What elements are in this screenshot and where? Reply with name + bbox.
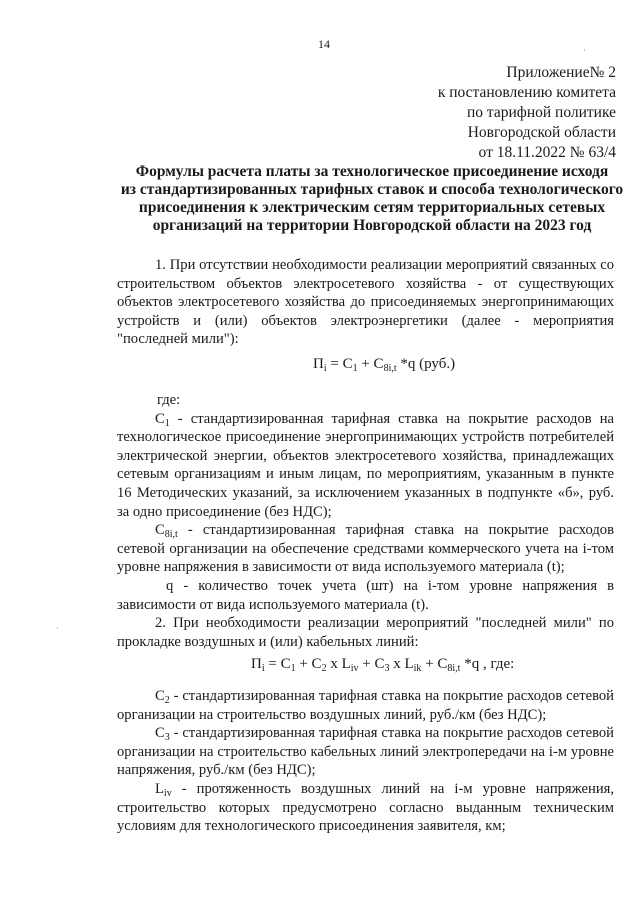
annex-line: Новгородской области — [467, 124, 616, 141]
definition-c2 — [117, 687, 614, 724]
formula-subscript: 3 — [384, 663, 390, 674]
formula-text: + С — [421, 656, 448, 672]
symbol-subscript: 3 — [164, 732, 170, 744]
symbol: С — [155, 410, 165, 427]
formula-subscript: 1 — [352, 363, 358, 374]
definition-q: q - количество точек учета (шт) на i-том уровне напряжения в зависимости от вида используемого материала (t). — [117, 577, 614, 613]
formula-subscript: 8i,t — [447, 663, 461, 674]
intro-paragraph: 1. При отсутствии необходимости реализации мероприятий связанных со строительством объектов электросетевого хозяйства - от существующих объектов электросетевого хозяйства до присоединяемых энергопринимающих устройств и (или) объектов электроэнергетики (далее - мероприятия "последней мили"): — [117, 257, 614, 348]
where-label: где: — [157, 392, 181, 408]
title-line: Формулы расчета платы за технологическое присоединение исходя — [135, 163, 609, 180]
formula-text: x L — [389, 656, 414, 672]
formula-1 — [313, 356, 455, 373]
definitions-2 — [117, 687, 614, 836]
annex-line: к постановлению комитета — [437, 84, 616, 101]
symbol: L — [155, 780, 164, 797]
symbol-subscript: 8i,t — [164, 529, 178, 541]
title-line: из стандартизированных тарифных ставок и способа технологического — [120, 181, 624, 198]
formula-subscript: iv — [350, 663, 359, 674]
scan-speck: · — [583, 45, 586, 55]
formula-subscript: 1 — [290, 663, 296, 674]
symbol-subscript: 2 — [164, 695, 170, 706]
definition-text: - стандартизированная тарифная ставка на покрытие расходов сетевой организации на строительство кабельных линий электропередачи на i-м уровне напряжения, руб./км (без НДС); — [117, 725, 614, 779]
section-1-intro — [117, 256, 614, 349]
formula-subscript: i — [261, 663, 265, 674]
page-number: 14 — [318, 37, 330, 51]
symbol: С — [155, 522, 165, 539]
formula-text: = С — [326, 356, 353, 372]
symbol-subscript: iv — [163, 787, 172, 799]
definition-text: - стандартизированная тарифная ставка на покрытие расходов сетевой организации на обеспечение средствами коммерческого учета на i-том уровне напряжения в зависимости от вида используемого материала (t); — [117, 522, 614, 576]
symbol-subscript: 1 — [164, 417, 170, 429]
section-2-paragraph: 2. При необходимости реализации мероприятий "последней мили" по прокладке воздушных и (или) кабельных линий: — [117, 615, 614, 650]
symbol: С — [155, 725, 165, 742]
definitions-1 — [117, 391, 614, 651]
definition-c3 — [117, 724, 614, 780]
formula-subscript: 2 — [321, 663, 327, 674]
title-line: организаций на территории Новгородской области на 2023 год — [152, 217, 592, 234]
definition-liv — [117, 780, 614, 836]
formula-text: + С — [358, 656, 385, 672]
formula-subscript: ik — [413, 663, 422, 674]
formula-text: П — [251, 656, 262, 672]
definition-c8 — [117, 521, 614, 577]
formula-text: + С — [357, 356, 384, 372]
formula-text: *q , где: — [460, 656, 515, 672]
definition-text: - стандартизированная тарифная ставка на покрытие расходов на технологическое присоединение энергопринимающих устройств потребителей электрической энергии, объектов электросетевого хозяйства, принадлежащих сетевым организациям и иным лицам, по мероприятиям, указанным в пункте 16 Методических указаний, за исключением указанных в подпункте «б», руб. за одно присоединение (без НДС); — [117, 410, 614, 520]
definition-text: - стандартизированная тарифная ставка на покрытие расходов сетевой организации на строительство воздушных линий, руб./км (без НДС); — [117, 688, 614, 723]
annex-line: по тарифной политике — [466, 104, 616, 121]
document-title — [112, 163, 632, 235]
formula-text: = С — [264, 656, 291, 672]
definition-text: - протяженность воздушных линий на i-м уровне напряжения, строительство которых предусмотрено согласно выданным техническим условиям для технологического присоединения заявителя, км; — [117, 780, 614, 835]
formula-subscript: i — [323, 363, 327, 374]
formula-text: x L — [326, 656, 351, 672]
definition-c1 — [117, 410, 614, 522]
formula-2 — [251, 656, 514, 673]
scan-speck: · — [56, 623, 59, 633]
formula-text: П — [313, 356, 324, 372]
symbol: С — [155, 688, 165, 704]
title-line: присоединения к электрическим сетям территориальных сетевых — [138, 199, 606, 216]
annex-block — [438, 63, 616, 163]
formula-subscript: 8i,t — [383, 363, 397, 374]
annex-line: Приложение№ 2 — [506, 64, 616, 81]
formula-text: *q (руб.) — [396, 356, 456, 372]
formula-text: + С — [295, 656, 322, 672]
annex-line: от 18.11.2022 № 63/4 — [478, 144, 616, 161]
